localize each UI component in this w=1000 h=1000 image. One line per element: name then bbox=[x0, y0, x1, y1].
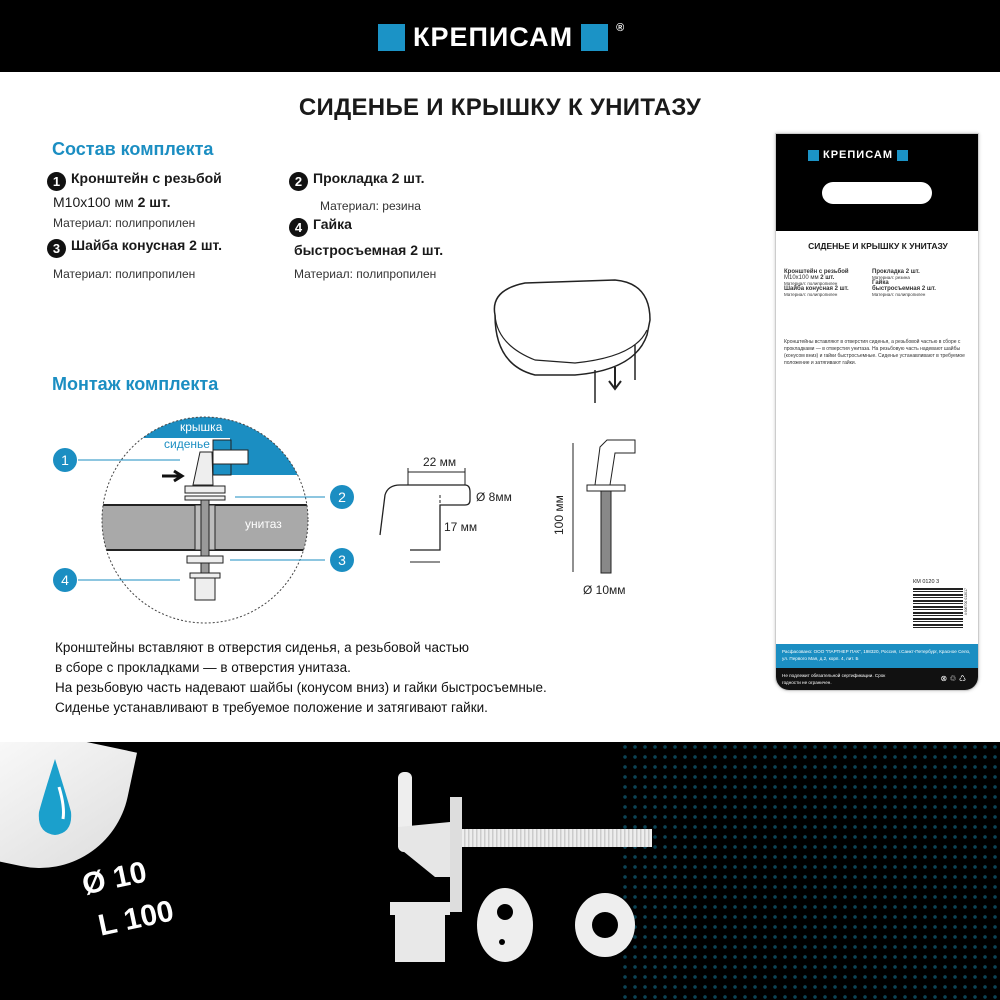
kit-item-3 bbox=[47, 237, 222, 281]
description-line: Кронштейны вставляют в отверстия сиденья, а резьбовой частью bbox=[784, 339, 938, 345]
kit-item-4 bbox=[289, 216, 443, 281]
description-line: Кронштейны вставляют в отверстия сиденья, а резьбовой частью bbox=[55, 640, 470, 655]
cert-text: Не подлежит обязательной сертификации. Срок годности не ограничен. bbox=[782, 673, 886, 685]
item-qty: 2 шт. bbox=[921, 286, 936, 292]
brand-name: КРЕПИСАМ bbox=[823, 149, 893, 161]
kit-item-2 bbox=[289, 170, 424, 213]
certification-info: Не подлежит обязательной сертификации. Срок годности не ограничен. ⊗ ♲ ♺ bbox=[776, 668, 979, 691]
product-parts-photo bbox=[380, 767, 660, 977]
item-material: Материал: полипропилен bbox=[784, 292, 838, 297]
item-material: Материал: полипропилен bbox=[784, 281, 838, 286]
hang-hole bbox=[822, 182, 932, 204]
kit-item-1 bbox=[47, 170, 222, 230]
logo-square bbox=[581, 24, 608, 51]
item-name: Прокладка bbox=[313, 170, 388, 186]
item-qty: 2 шт. bbox=[905, 269, 920, 275]
item-name: Гайка bbox=[313, 216, 352, 232]
page-title: СИДЕНЬЕ И КРЫШКУ К УНИТАЗУ bbox=[298, 94, 702, 121]
length-dimension: 100 мм bbox=[552, 495, 566, 535]
item-qty: 2 шт. bbox=[410, 242, 444, 258]
number-badge: 1 bbox=[47, 172, 66, 191]
item-name-line2: быстросъемная bbox=[872, 286, 921, 292]
mounting-diagram bbox=[40, 400, 380, 630]
item-material: Материал: полипропилен bbox=[53, 216, 196, 230]
item-material: Материал: полипропилен bbox=[872, 292, 926, 297]
description-line: Сиденье устанавливают в требуемое положение и затягивают гайки. bbox=[55, 700, 488, 715]
toilet-seat-illustration bbox=[485, 275, 660, 405]
article-number: КМ 0120 3 bbox=[913, 579, 940, 585]
packer-info: Расфасовано: ООО "ПАРТНЕР ПАК", 198320, Россия, г.Санкт-Петербург, Красное Село, ул. Первого Мая, д.2, корп. 4, лит. Б bbox=[776, 644, 979, 668]
brand-logo bbox=[378, 22, 625, 53]
product-photo-section bbox=[0, 742, 1000, 1000]
toilet-label: унитаз bbox=[245, 517, 282, 531]
bolt-diameter-dimension: Ø 10мм bbox=[583, 583, 626, 597]
callout-1: 1 bbox=[61, 452, 69, 468]
description-line: На резьбовую часть надевают шайбы (конусом вниз) и гайки быстросъемные. bbox=[55, 680, 547, 695]
item-spec: М10х100 мм bbox=[53, 194, 134, 210]
item-qty: 2 шт. bbox=[391, 170, 425, 186]
width-dimension: 22 мм bbox=[423, 455, 457, 469]
callout-3: 3 bbox=[338, 552, 346, 568]
item-name: Прокладка bbox=[872, 269, 905, 275]
item-qty: 2 шт. bbox=[834, 286, 849, 292]
small-diameter-dimension: Ø 8мм bbox=[476, 490, 512, 504]
callout-4: 4 bbox=[61, 572, 69, 588]
top-banner bbox=[0, 0, 1000, 72]
seat-label: сиденье bbox=[164, 437, 210, 451]
item-name: Шайба конусная bbox=[71, 237, 186, 253]
item-name: Кронштейн с резьбой bbox=[71, 170, 222, 186]
logo-square bbox=[378, 24, 405, 51]
description-line: в сборе с прокладками — в отверстия унитаза. bbox=[55, 660, 351, 675]
number-badge: 4 bbox=[289, 218, 308, 237]
kit-heading: Состав комплекта bbox=[52, 139, 214, 159]
lid-label: крышка bbox=[180, 420, 223, 434]
item-name: Кронштейн с резьбой bbox=[784, 269, 849, 275]
item-name: Шайба конусная bbox=[784, 286, 833, 292]
dot-pattern bbox=[620, 742, 1000, 1000]
item-name: Гайка bbox=[872, 280, 889, 286]
item-material: Материал: резина bbox=[320, 199, 421, 213]
package-description bbox=[784, 339, 969, 367]
callout-2: 2 bbox=[338, 489, 346, 505]
item-qty: 2 шт. bbox=[189, 237, 223, 253]
item-material: Материал: резина bbox=[872, 275, 910, 280]
description-line: На резьбовую часть надевают шайбы (конусом вниз) и гайки быстросъемные. bbox=[784, 346, 961, 359]
registered-mark: ® bbox=[616, 22, 626, 34]
package-title: СИДЕНЬЕ И КРЫШКУ К УНИТАЗУ bbox=[808, 241, 948, 251]
water-drop-icon bbox=[35, 757, 75, 837]
item-material: Материал: полипропилен bbox=[53, 267, 196, 281]
number-badge: 2 bbox=[289, 172, 308, 191]
package-logo bbox=[808, 149, 908, 161]
brand-name: КРЕПИСАМ bbox=[413, 22, 574, 52]
barcode bbox=[913, 588, 963, 630]
package-card bbox=[775, 133, 979, 691]
length-spec: L 100 bbox=[95, 894, 177, 943]
item-material: Материал: полипропилен bbox=[294, 267, 437, 281]
description-line: Сиденье устанавливают в требуемое положение и затягивают гайки. bbox=[784, 353, 965, 366]
description-line: в сборе с прокладками — в отверстия унитаза. bbox=[784, 339, 961, 352]
number-badge: 3 bbox=[47, 239, 66, 258]
bolt-dimension-drawing bbox=[555, 435, 655, 585]
height-dimension: 17 мм bbox=[444, 520, 478, 534]
diameter-spec: Ø 10 bbox=[79, 855, 150, 902]
item-qty: 2 шт. bbox=[137, 194, 171, 210]
item-name-line2: быстросъемная bbox=[294, 242, 407, 258]
mount-heading: Монтаж комплекта bbox=[52, 374, 219, 394]
item-spec: М10х100 мм bbox=[784, 275, 819, 281]
barcode-digits: 4 606700 012017 bbox=[964, 588, 968, 616]
item-qty: 2 шт. bbox=[820, 275, 835, 281]
installation-description bbox=[55, 638, 547, 718]
